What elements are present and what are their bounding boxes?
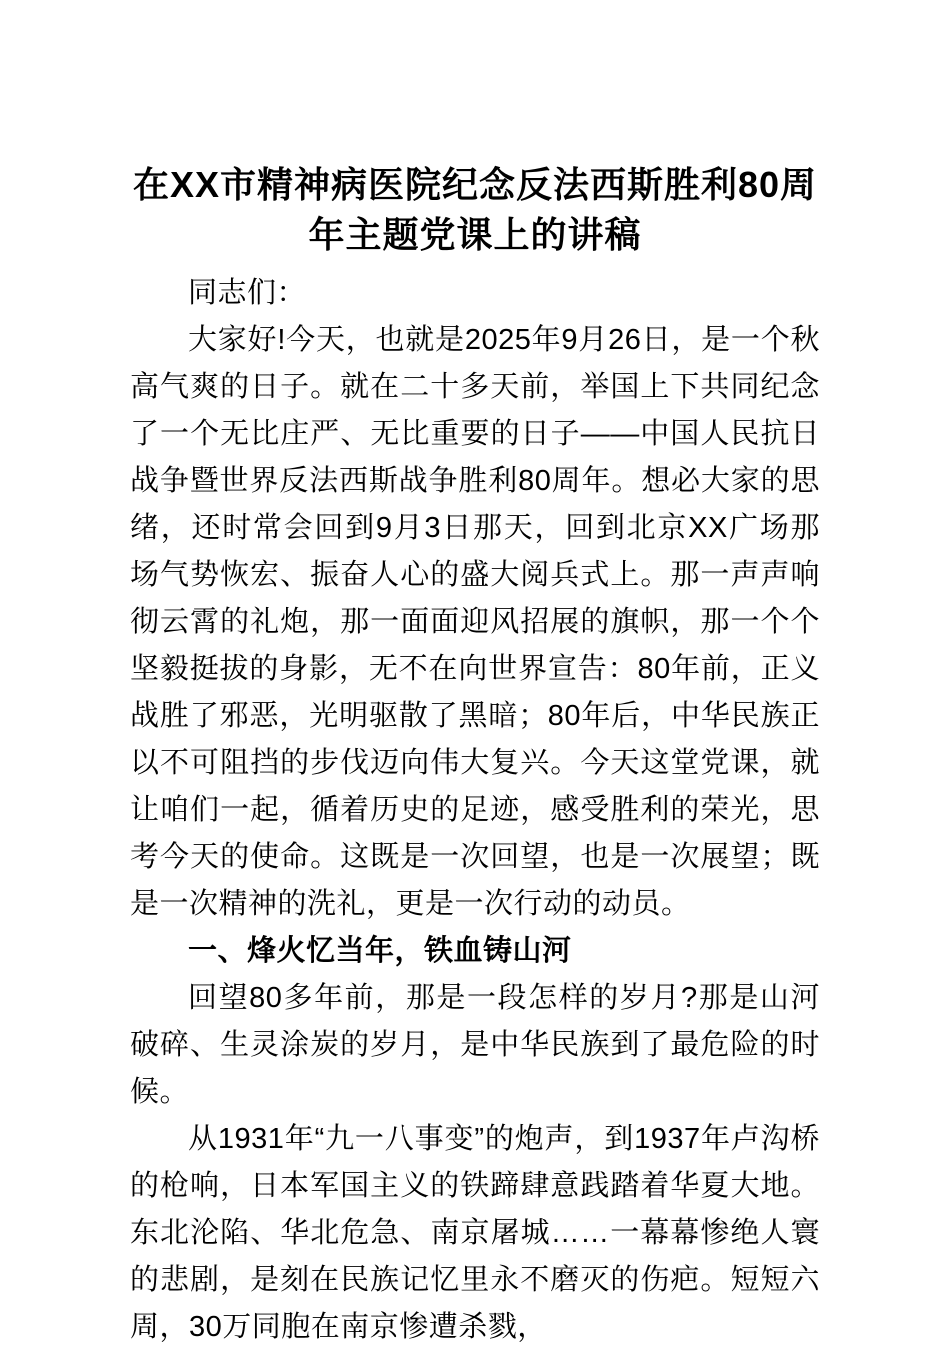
paragraph-intro: 大家好!今天，也就是2025年9月26日，是一个秋高气爽的日子。就在二十多天前，举国上下共同纪念了一个无比庄严、无比重要的日子——中国人民抗日战争暨世界反法西斯战争胜利80周年。想必大家的思绪，还时常会回到9月3日那天，回到北京XX广场那场气势恢宏、振奋人心的盛大阅兵式上。那一声声响彻云霄的礼炮，那一面面迎风招展的旗帜，那一个个坚毅挺拔的身影，无不在向世界宣告：80年前，正义战胜了邪恶，光明驱散了黑暗；80年后，中华民族正以不可阻挡的步伐迈向伟大复兴。今天这堂党课，就让咱们一起，循着历史的足迹，感受胜利的荣光，思考今天的使命。这既是一次回望，也是一次展望；既是一次精神的洗礼，更是一次行动的动员。	[130, 324, 820, 920]
paragraph-history-overview: 回望80多年前，那是一段怎样的岁月?那是山河破碎、生灵涂炭的岁月，是中华民族到了最危险的时候。	[130, 982, 820, 1108]
paragraph-history-detail: 从1931年“九一八事变”的炮声，到1937年卢沟桥的枪响，日本军国主义的铁蹄肆意践踏着华夏大地。东北沦陷、华北危急、南京屠城……一幕幕惨绝人寰的悲剧，是刻在民族记忆里永不磨灭的伤疤。短短六周，30万同胞在南京惨遭杀戮，	[130, 1123, 820, 1343]
section-heading-1: 一、烽火忆当年，铁血铸山河	[188, 935, 572, 967]
paragraph-salutation: 同志们：	[188, 277, 307, 309]
document-title: 在XX市精神病医院纪念反法西斯胜利80周年主题党课上的讲稿	[132, 164, 818, 255]
